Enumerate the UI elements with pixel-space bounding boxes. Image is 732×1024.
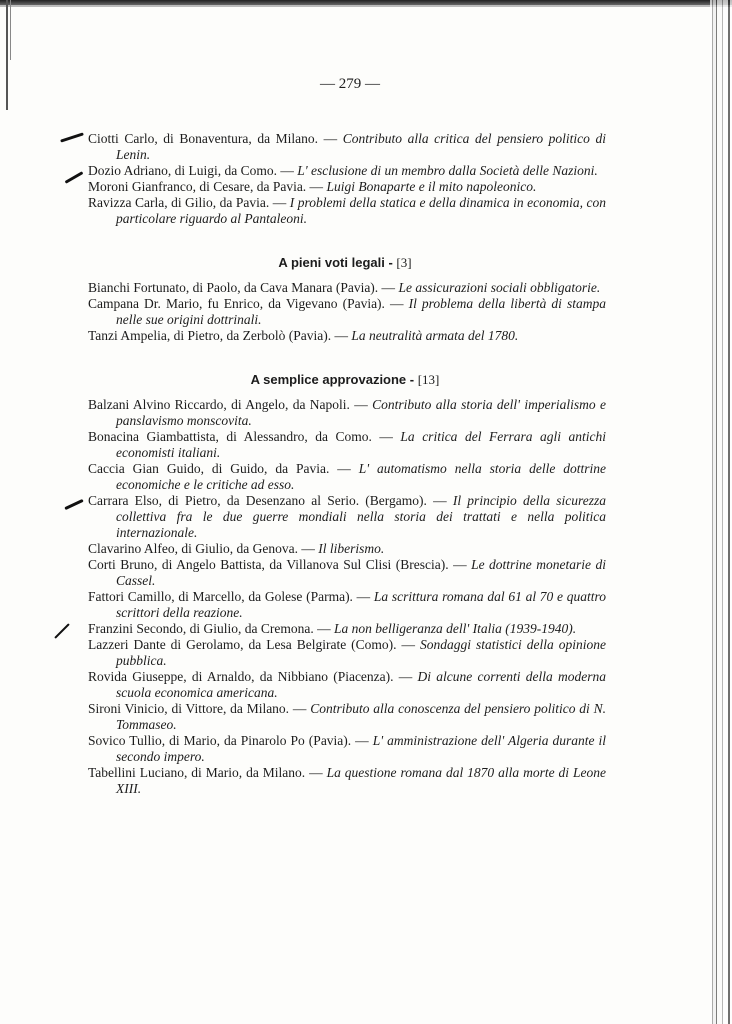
entry-author: Corti Bruno, di Angelo Battista, da Villanova Sul Clisi (Brescia). —: [88, 557, 472, 572]
thesis-entry: [88, 733, 606, 765]
thesis-entry: [88, 461, 606, 493]
thesis-entry: [88, 179, 606, 195]
margin-mark-ciotti: [60, 132, 84, 142]
entry-title: L' esclusione di un membro dalla Società delle Nazioni.: [297, 163, 598, 178]
heading-count: [13]: [417, 372, 440, 387]
entry-author: Franzini Secondo, di Giulio, da Cremona. —: [88, 621, 334, 636]
entry-title: La non belligeranza dell' Italia (1939-1940).: [333, 621, 577, 636]
entry-title: La questione romana dal 1870 alla morte di Leone XIII.: [116, 765, 606, 796]
entry-title: Contributo alla conoscenza del pensiero politico di N. Tommaseo.: [116, 701, 607, 732]
thesis-entry: [88, 557, 606, 589]
scan-right-edge: [710, 0, 732, 1024]
entry-title: La scrittura romana dal 61 al 70 e quattro scrittori della reazione.: [116, 589, 607, 620]
thesis-entry: [88, 701, 606, 733]
thesis-entry: [88, 397, 606, 429]
heading-label: A pieni voti legali -: [278, 255, 397, 270]
page-number: — 279 —: [320, 76, 380, 92]
entry-author: Balzani Alvino Riccardo, di Angelo, da Napoli. —: [88, 397, 373, 412]
scan-left-edge: [6, 0, 8, 110]
entry-title: Le dottrine monetarie di Cassel.: [116, 557, 606, 588]
entries-pieni-voti: [88, 280, 606, 344]
thesis-entry: [88, 328, 606, 344]
scan-top-border-shadow: [0, 5, 732, 7]
thesis-entry: [88, 589, 606, 621]
thesis-entry: [88, 195, 606, 227]
entry-title: La critica del Ferrara agli antichi economisti italiani.: [116, 429, 606, 460]
entry-author: Moroni Gianfranco, di Cesare, da Pavia. —: [88, 179, 327, 194]
section-heading-semplice-approvazione: [0, 372, 690, 388]
entry-title: Contributo alla storia dell' imperialismo e panslavismo monscovita.: [116, 397, 606, 428]
thesis-entry: [88, 296, 606, 328]
entry-title: L' amministrazione dell' Algeria durante il secondo impero.: [116, 733, 606, 764]
entries-distinction: [88, 131, 606, 227]
thesis-entry: [88, 131, 606, 163]
entry-author: Ciotti Carlo, di Bonaventura, da Milano. —: [88, 131, 343, 146]
thesis-entry: [88, 621, 606, 637]
entry-title: Luigi Bonaparte e il mito napoleonico.: [326, 179, 537, 194]
entry-author: Sironi Vinicio, di Vittore, da Milano. —: [88, 701, 311, 716]
entry-author: Bianchi Fortunato, di Paolo, da Cava Manara (Pavia). —: [88, 280, 399, 295]
entry-title: Il problema della libertà di stampa nelle sue origini dottrinali.: [116, 296, 606, 327]
thesis-entry: [88, 669, 606, 701]
entry-author: Tabellini Luciano, di Mario, da Milano. —: [88, 765, 327, 780]
section-heading-pieni-voti: [0, 255, 690, 271]
thesis-entry: [88, 765, 606, 797]
entry-title: Il principio della sicurezza collettiva fra le due guerre mondiali nella storia dei trattati e nella politica internazionale.: [116, 493, 606, 540]
entry-author: Fattori Camillo, di Marcello, da Golese (Parma). —: [88, 589, 374, 604]
entry-author: Caccia Gian Guido, di Guido, da Pavia. —: [88, 461, 359, 476]
entry-title: Contributo alla critica del pensiero politico di Lenin.: [116, 131, 607, 162]
scan-left-edge-thin: [10, 0, 11, 60]
entry-title: Le assicurazioni sociali obbligatorie.: [398, 280, 601, 295]
heading-label: A semplice approvazione -: [250, 372, 418, 387]
thesis-entry: [88, 280, 606, 296]
entry-author: Dozio Adriano, di Luigi, da Como. —: [88, 163, 298, 178]
entry-title: L' automatismo nella storia delle dottrine economiche e le critiche ad esso.: [116, 461, 606, 492]
entries-semplice-approvazione: [88, 397, 606, 797]
entry-author: Campana Dr. Mario, fu Enrico, da Vigevano (Pavia). —: [88, 296, 409, 311]
margin-mark-carrara: [64, 499, 83, 510]
entry-author: Sovico Tullio, di Mario, da Pinarolo Po (Pavia). —: [88, 733, 373, 748]
margin-mark-dozio: [65, 171, 84, 184]
thesis-entry: [88, 429, 606, 461]
entry-author: Rovida Giuseppe, di Arnaldo, da Nibbiano (Piacenza). —: [88, 669, 418, 684]
margin-mark-franzini: [54, 623, 70, 639]
entry-author: Clavarino Alfeo, di Giulio, da Genova. —: [88, 541, 319, 556]
thesis-entry: [88, 493, 606, 541]
entry-author: Lazzeri Dante di Gerolamo, da Lesa Belgirate (Como). —: [88, 637, 421, 652]
thesis-entry: [88, 163, 606, 179]
entry-title: I problemi della statica e della dinamica in economia, con particolare riguardo al Pantaleoni.: [116, 195, 606, 226]
entry-author: Carrara Elso, di Pietro, da Desenzano al Serio. (Bergamo). —: [88, 493, 453, 508]
entry-author: Bonacina Giambattista, di Alessandro, da Como. —: [88, 429, 401, 444]
entry-title: La neutralità armata del 1780.: [351, 328, 519, 343]
thesis-entry: [88, 637, 606, 669]
entry-author: Tanzi Ampelia, di Pietro, da Zerbolò (Pavia). —: [88, 328, 352, 343]
thesis-entry: [88, 541, 606, 557]
entry-title: Di alcune correnti della moderna scuola economica americana.: [116, 669, 606, 700]
entry-title: Sondaggi statistici della opinione pubblica.: [116, 637, 606, 668]
entry-title: Il liberismo.: [318, 541, 385, 556]
entry-author: Ravizza Carla, di Gilio, da Pavia. —: [88, 195, 290, 210]
heading-count: [3]: [396, 255, 412, 270]
